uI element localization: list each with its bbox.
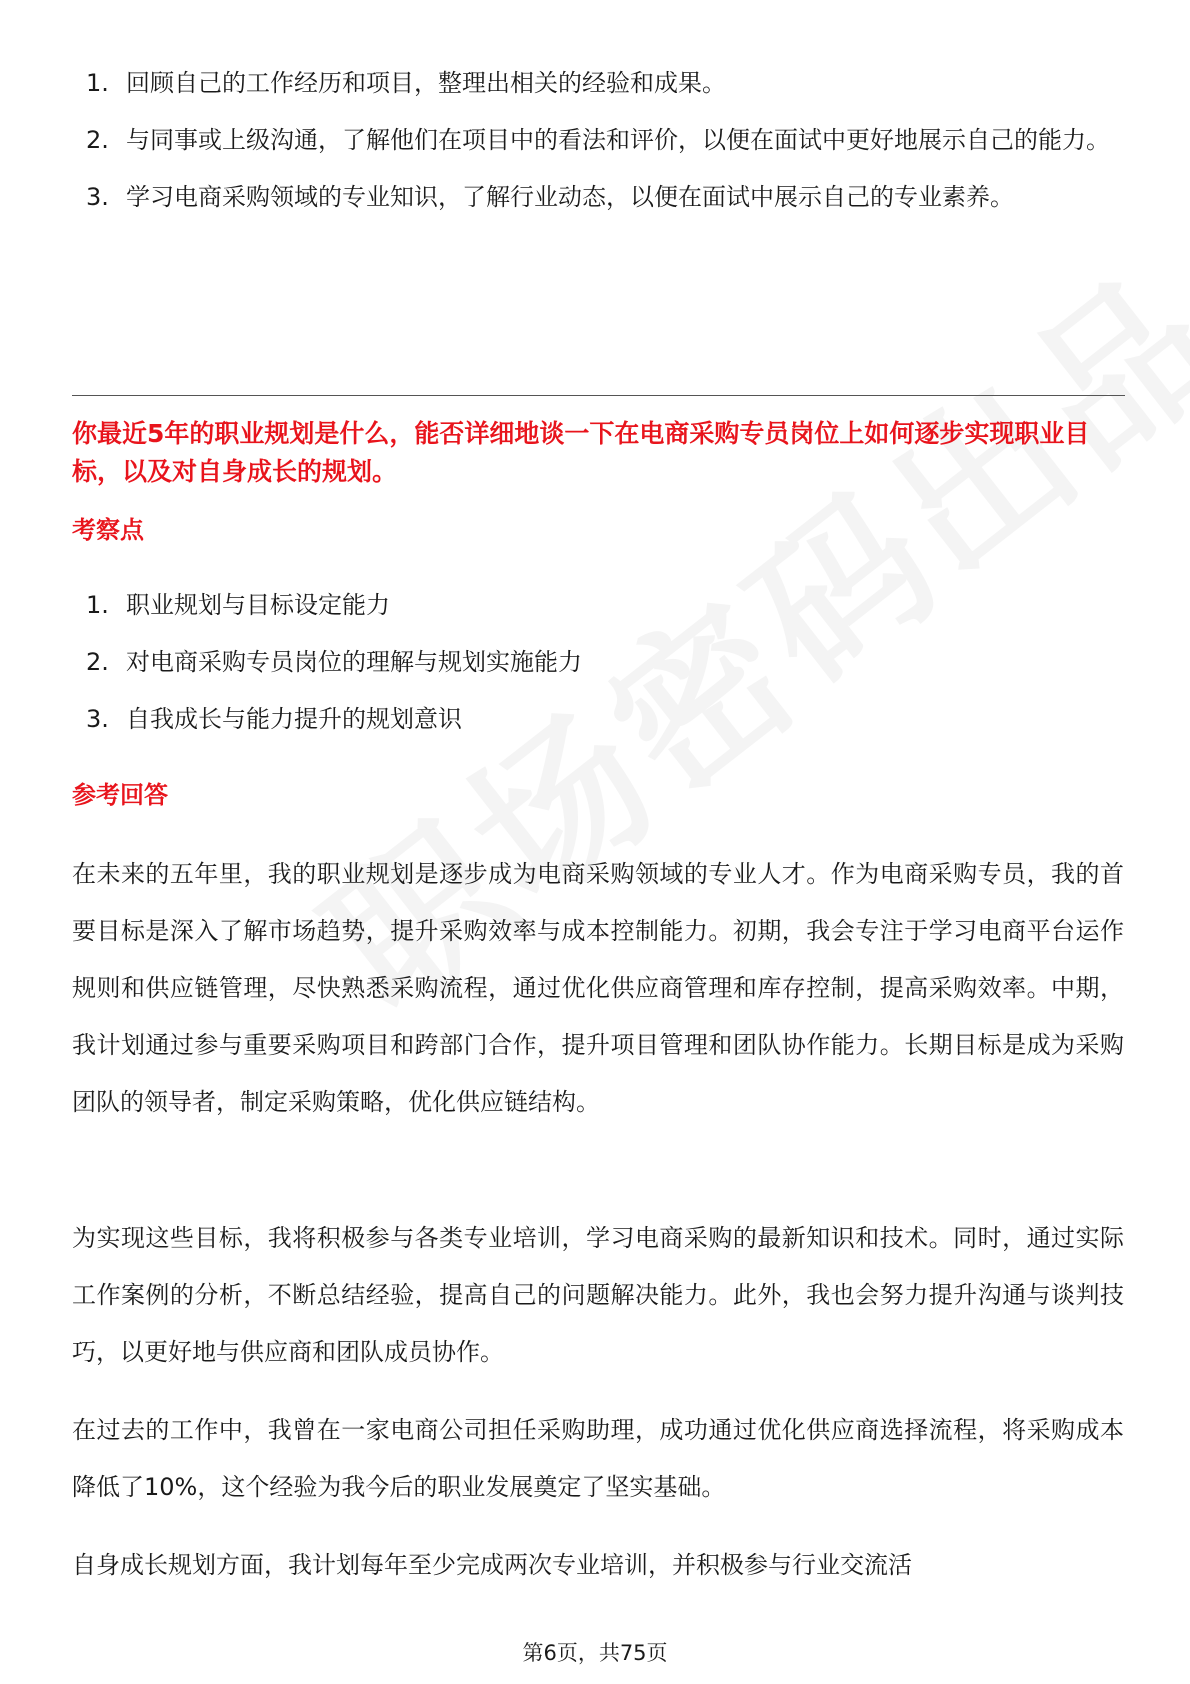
list-item [86, 55, 1126, 112]
list-text: 职业规划与目标设定能力 [126, 591, 390, 619]
preparation-list [86, 55, 1126, 226]
list-item [86, 577, 1126, 634]
list-item [86, 112, 1126, 169]
list-text: 回顾自己的工作经历和项目，整理出相关的经验和成果。 [126, 69, 726, 97]
list-item [86, 634, 1126, 691]
list-item [86, 691, 1126, 748]
list-number: 2. [86, 648, 109, 676]
answer-paragraph: 为实现这些目标，我将积极参与各类专业培训，学习电商采购的最新知识和技术。同时，通过实际工作案例的分析，不断总结经验，提高自己的问题解决能力。此外，我也会努力提升沟通与谈判技巧，以更好地与供应商和团队成员协作。 [72, 1224, 1124, 1366]
list-text: 学习电商采购领域的专业知识，了解行业动态，以便在面试中展示自己的专业素养。 [126, 183, 1014, 211]
list-text: 自我成长与能力提升的规划意识 [126, 705, 462, 733]
list-text: 与同事或上级沟通，了解他们在项目中的看法和评价，以便在面试中更好地展示自己的能力。 [126, 126, 1110, 154]
list-number: 3. [86, 705, 109, 733]
list-number: 2. [86, 126, 109, 154]
list-number: 3. [86, 183, 109, 211]
points-heading: 考察点 [72, 516, 144, 544]
points-list [86, 577, 1126, 748]
answer-paragraph: 在未来的五年里，我的职业规划是逐步成为电商采购领域的专业人才。作为电商采购专员，我的首要目标是深入了解市场趋势，提升采购效率与成本控制能力。初期，我会专注于学习电商平台运作规则和供应链管理，尽快熟悉采购流程，通过优化供应商管理和库存控制，提高采购效率。中期，我计划通过参与重要采购项目和跨部门合作，提升项目管理和团队协作能力。长期目标是成为采购团队的领导者，制定采购策略，优化供应链结构。 [72, 860, 1124, 1116]
answer-paragraph: 在过去的工作中，我曾在一家电商公司担任采购助理，成功通过优化供应商选择流程，将采购成本降低了10%，这个经验为我今后的职业发展奠定了坚实基础。 [72, 1416, 1124, 1501]
list-text: 对电商采购专员岗位的理解与规划实施能力 [126, 648, 582, 676]
answer-paragraph: 自身成长规划方面，我计划每年至少完成两次专业培训，并积极参与行业交流活 [72, 1551, 912, 1579]
list-number: 1. [86, 591, 109, 619]
answer-heading: 参考回答 [72, 781, 168, 809]
interview-question: 你最近5年的职业规划是什么，能否详细地谈一下在电商采购专员岗位上如何逐步实现职业目标，以及对自身成长的规划。 [72, 419, 1090, 486]
section-divider [72, 395, 1125, 396]
page-footer: 第6页，共75页 [522, 1641, 668, 1665]
list-number: 1. [86, 69, 109, 97]
list-item [86, 169, 1126, 226]
